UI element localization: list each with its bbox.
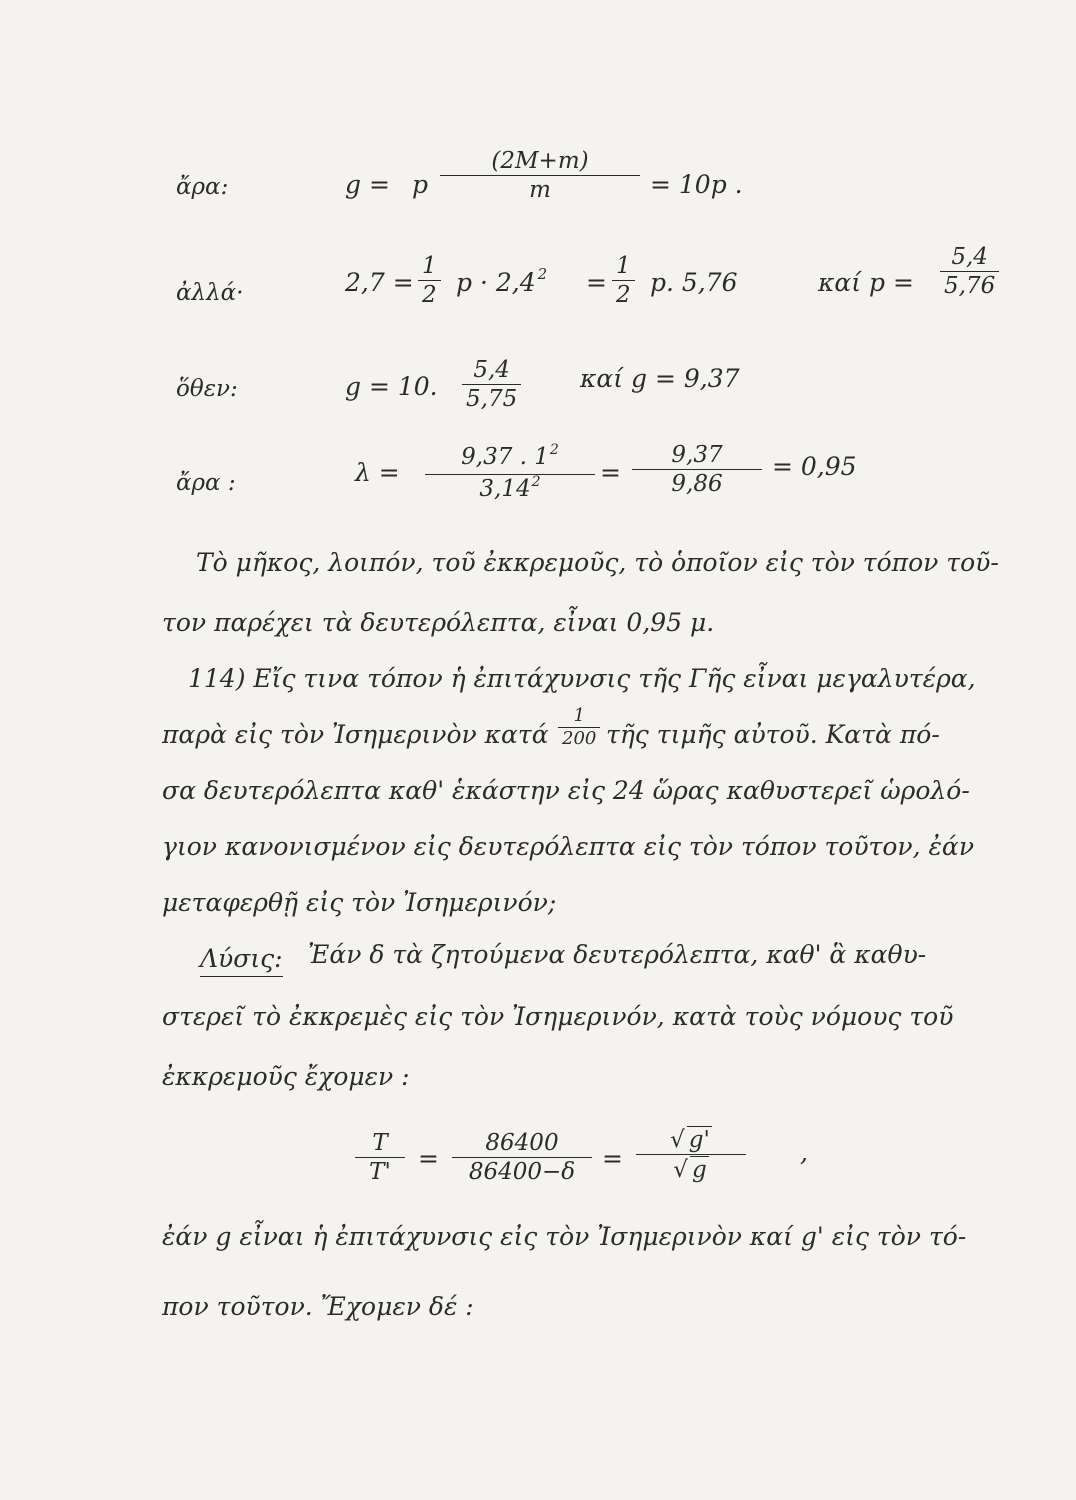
eq2-a: 2,7 = — [345, 268, 414, 297]
eq1-lhs: g = — [345, 170, 390, 199]
problem-line2-b: τῆς τιμῆς αὐτοῦ. Κατὰ πό- — [606, 720, 940, 749]
eq4-eq: = — [600, 458, 621, 487]
problem-line4: γιον κανονισμένον εἰς δευτερόλεπτα εἰς τὸν τόπον τοῦτον, ἐάν — [162, 832, 975, 861]
eq2-fraction: 5,4 5,76 — [940, 244, 999, 299]
para1-line1: Τὸ μῆκος, λοιπόν, τοῦ ἐκκρεμοῦς, τὸ ὁποῖον εἰς τὸν τόπον τοῦ- — [196, 548, 999, 577]
eq2-eq: = — [586, 268, 607, 297]
eq4-fraction1: 9,37 . $1^2$ 3,14$^2$ — [425, 444, 595, 505]
eq4-fraction2: 9,37 9,86 — [632, 442, 762, 497]
eq4-label: ἄρα : — [176, 470, 236, 496]
eq1-fraction-num: (2M+m) — [491, 148, 589, 174]
eq1-fraction — [440, 148, 640, 203]
eq2-b: p · 2,4 $^2$ — [456, 265, 548, 297]
eq1-fraction-den: m — [529, 177, 551, 203]
eq4-b: = 0,95 — [772, 452, 857, 481]
eq2-d: p. 5,76 — [650, 268, 738, 297]
para1-line2: τον παρέχει τὰ δευτερόλεπτα, εἶναι 0,95 μ. — [162, 608, 715, 637]
problem-line3: σα δευτερόλεπτα καθ' ἑκάστην εἰς 24 ὥρας καθυστερεῖ ὡρολό- — [162, 776, 970, 805]
eq1-p: p — [412, 170, 429, 199]
eq2-label: ἀλλά· — [176, 280, 244, 306]
solution-line1: Ἐάν δ τὰ ζητούμενα δευτερόλεπτα, καθ' ἃ καθυ- — [308, 940, 927, 969]
eq5-eq2: = — [602, 1144, 623, 1173]
eq5-eq1: = — [418, 1144, 439, 1173]
eq5-fraction2: 86400 86400−δ — [452, 1130, 592, 1185]
eq5-tail: , — [800, 1138, 808, 1167]
solution-heading: Λύσις: — [200, 944, 283, 977]
eq3-b: καί g = 9,37 — [580, 364, 740, 393]
eq2-e: καί p = — [818, 268, 914, 297]
eq3-a: g = 10. — [345, 372, 438, 401]
eq2-half1: 1 2 — [418, 253, 441, 308]
eq3-label: ὅθεν: — [176, 376, 238, 402]
eq2-half2: 1 2 — [612, 253, 635, 308]
eq5-fraction1: T T' — [355, 1130, 405, 1185]
para2-line1: ἐάν g εἶναι ἡ ἐπιτάχυνσις εἰς τὸν Ἰσημερινὸν καί g' εἰς τὸν τό- — [162, 1222, 967, 1251]
problem-line5: μεταφερθῇ εἰς τὸν Ἰσημερινόν; — [162, 888, 557, 917]
eq4-a: λ = — [355, 458, 400, 487]
problem-fraction: 1 200 — [558, 706, 600, 749]
eq5-fraction3: √ g' √ g — [636, 1126, 746, 1183]
problem-line2-a: παρὰ εἰς τὸν Ἰσημερινὸν κατά — [162, 720, 549, 749]
eq1-rhs: = 10p . — [650, 170, 743, 199]
eq3-fraction: 5,4 5,75 — [462, 357, 521, 412]
problem-line1: 114) Εἴς τινα τόπον ἡ ἐπιτάχυνσις τῆς Γῆς εἶναι μεγαλυτέρα, — [188, 664, 976, 693]
eq1-label: ἄρα: — [176, 174, 229, 200]
solution-line2: στερεῖ τὸ ἐκκρεμὲς εἰς τὸν Ἰσημερινόν, κατὰ τοὺς νόμους τοῦ — [162, 1002, 954, 1031]
para2-line2: πον τοῦτον. Ἔχομεν δέ : — [162, 1292, 474, 1321]
solution-line3: ἐκκρεμοῦς ἔχομεν : — [162, 1062, 410, 1091]
